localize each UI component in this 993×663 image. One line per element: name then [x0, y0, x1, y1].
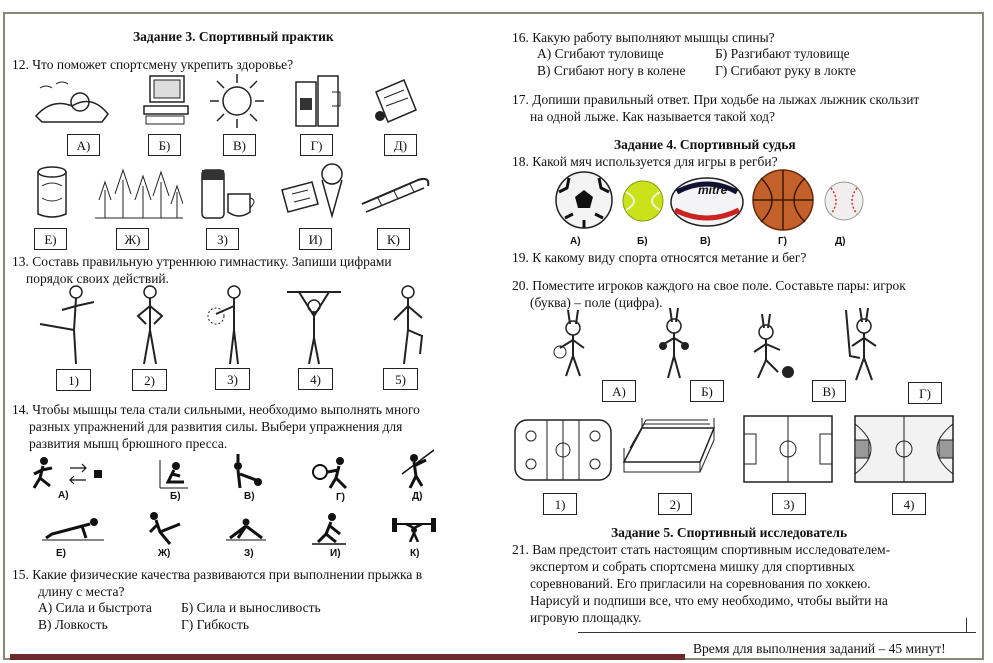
- q14-label-z: З): [244, 548, 254, 559]
- q14-label-g: Г): [336, 492, 345, 503]
- q16-option-a[interactable]: А) Сгибают туловище: [537, 46, 664, 61]
- q14-label-b: Б): [170, 491, 181, 502]
- q12-text: 12. Что поможет спортсмену укрепить здоровье?: [12, 57, 294, 72]
- q15-option-b[interactable]: Б) Сила и выносливость: [181, 600, 321, 615]
- q17-text-line1: 17. Допиши правильный ответ. При ходьбе на лыжах лыжник скользит: [512, 92, 920, 107]
- q12-option-a[interactable]: А): [67, 134, 100, 156]
- q13-text-line2: порядок своих действий.: [26, 271, 170, 286]
- bottom-bar: [10, 654, 685, 660]
- q14-text-line3: развития мышц брюшного пресса.: [29, 436, 228, 451]
- q21-text-line4: Нарисуй и подпиши все, что ему необходимо, чтобы выйти на: [530, 593, 888, 608]
- pictogram-leg-raises: [226, 518, 266, 542]
- q12-option-k[interactable]: К): [377, 228, 410, 250]
- pictogram-pushups: [42, 514, 104, 542]
- rabbit-hockey-player: [842, 306, 886, 382]
- basketball-court-field: [853, 414, 955, 484]
- q14-label-d: Д): [412, 491, 423, 502]
- exercise-knee-raise-figure: [382, 284, 432, 366]
- q21-text-line5: игровую площадку.: [530, 610, 642, 625]
- exercise-hands-on-hips-figure: [130, 284, 170, 366]
- q18-label-g: Г): [778, 236, 787, 247]
- sled-image: [358, 168, 434, 220]
- pictogram-skiing: [310, 512, 348, 546]
- q20-player-a-box[interactable]: А): [602, 380, 636, 402]
- task4-title: Задание 4. Спортивный судья: [614, 137, 796, 152]
- exercise-arm-circles-figure: [206, 284, 252, 366]
- sleeping-dog-image: [32, 76, 112, 128]
- tennis-ball-image: [622, 180, 664, 222]
- computer-image: [140, 72, 192, 128]
- soccer-field: [742, 414, 834, 484]
- q18-label-a: А): [570, 236, 581, 247]
- milk-juice-image: [292, 72, 348, 130]
- q14-label-a: А): [58, 490, 69, 501]
- q15-option-g[interactable]: Г) Гибкость: [181, 617, 250, 632]
- q14-label-k: К): [410, 548, 420, 559]
- q14-label-e: Е): [56, 548, 66, 559]
- rugby-ball-brand-text: mitre: [698, 183, 728, 197]
- q14-label-zh: Ж): [158, 548, 171, 559]
- q13-text-line1: 13. Составь правильную утреннюю гимнастику. Запиши цифрами: [12, 254, 392, 269]
- q20-field-1-box[interactable]: 1): [543, 493, 577, 515]
- pictogram-basketball: [310, 456, 352, 490]
- q15-text-line1: 15. Какие физические качества развиваются при выполнении прыжка в: [12, 567, 423, 582]
- q16-text: 16. Какую работу выполняют мышцы спины?: [512, 30, 775, 45]
- rabbit-soccer-player: [748, 312, 800, 380]
- pictogram-javelin: [400, 448, 436, 490]
- q21-text-line1: 21. Вам предстоит стать настоящим спортивным исследователем-: [512, 542, 891, 557]
- q15-text-line2: длину с места?: [38, 584, 125, 599]
- soccer-ball-image: [553, 170, 615, 230]
- coffee-image: [198, 164, 262, 222]
- q21-text-line3: соревнований. Его пригласили на соревнования по хоккею.: [530, 576, 871, 591]
- time-note: Время для выполнения заданий – 45 минут!: [693, 641, 946, 656]
- q12-option-e[interactable]: Е): [34, 228, 67, 250]
- pictogram-kicking: [146, 510, 186, 546]
- rabbit-boxer: [658, 306, 690, 380]
- q12-option-z[interactable]: З): [206, 228, 239, 250]
- basketball-image: [751, 168, 815, 232]
- q21-text-line2: экспертом и собрать спортсмена мишку для спортивных: [530, 559, 855, 574]
- q20-text-line1: 20. Поместите игроков каждого на свое поле. Составьте пары: игрок: [512, 278, 906, 293]
- q14-text-line2: разных упражнений для развития силы. Выбери упражнения для: [29, 419, 403, 434]
- q14-label-v: В): [244, 491, 255, 502]
- q17-text-line2: на одной лыже. Как называется такой ход?: [530, 109, 776, 124]
- sun-image: [207, 72, 267, 130]
- q12-option-b[interactable]: Б): [148, 134, 181, 156]
- task3-title: Задание 3. Спортивный практик: [133, 29, 334, 44]
- q16-option-g[interactable]: Г) Сгибают руку в локте: [715, 63, 856, 78]
- soda-can-image: [32, 164, 72, 222]
- q20-text-line2: (буква) – поле (цифра).: [530, 295, 663, 310]
- chips-image: [370, 76, 420, 126]
- q18-label-b: Б): [637, 236, 648, 247]
- q18-label-d: Д): [835, 236, 846, 247]
- q15-option-a[interactable]: А) Сила и быстрота: [38, 600, 152, 615]
- pictogram-situps: [158, 458, 190, 490]
- q20-field-2-box[interactable]: 2): [658, 493, 692, 515]
- q20-field-4-box[interactable]: 4): [892, 493, 926, 515]
- q12-option-zh[interactable]: Ж): [116, 228, 149, 250]
- q16-option-b[interactable]: Б) Разгибают туловище: [715, 46, 850, 61]
- q20-player-g-box[interactable]: Г): [908, 382, 942, 404]
- footer-divider: [578, 632, 976, 633]
- q14-text-line1: 14. Чтобы мышцы тела стали сильными, необходимо выполнять много: [12, 402, 420, 417]
- boxing-ring-field: [620, 418, 718, 480]
- q20-field-3-box[interactable]: 3): [772, 493, 806, 515]
- q12-option-d[interactable]: Д): [384, 134, 417, 156]
- task5-title: Задание 5. Спортивный исследователь: [611, 525, 848, 540]
- q12-option-g[interactable]: Г): [300, 134, 333, 156]
- exercise-stick-overhead-figure: [285, 286, 343, 366]
- pictogram-weightlifting: [388, 516, 440, 542]
- pictogram-volleyball: [230, 452, 264, 490]
- baseball-image: [823, 180, 865, 222]
- q13-order-box-3[interactable]: 3): [215, 368, 250, 390]
- q13-order-box-4[interactable]: 4): [298, 368, 333, 390]
- chocolate-icecream-image: [278, 160, 350, 222]
- q14-label-i: И): [330, 548, 341, 559]
- q13-order-box-5[interactable]: 5): [383, 368, 418, 390]
- q16-option-v[interactable]: В) Сгибают ногу в колене: [537, 63, 686, 78]
- q18-label-v: В): [700, 236, 711, 247]
- exercise-leg-swing-figure: [36, 284, 98, 366]
- rabbit-basketball-player: [552, 308, 594, 378]
- q13-order-box-1[interactable]: 1): [56, 369, 91, 391]
- q20-player-b-box[interactable]: Б): [690, 380, 724, 402]
- q20-player-v-box[interactable]: В): [812, 380, 846, 402]
- footer-divider-tick: [966, 618, 967, 632]
- forest-image: [95, 160, 183, 222]
- q18-text: 18. Какой мяч используется для игры в регби?: [512, 154, 778, 169]
- pictogram-running: [30, 456, 120, 490]
- q13-order-box-2[interactable]: 2): [132, 369, 167, 391]
- q15-option-v[interactable]: В) Ловкость: [38, 617, 108, 632]
- q12-option-i[interactable]: И): [299, 228, 332, 250]
- hockey-rink-field: [513, 418, 613, 482]
- q12-option-v[interactable]: В): [223, 134, 256, 156]
- q19-text: 19. К какому виду спорта относятся метание и бег?: [512, 250, 807, 265]
